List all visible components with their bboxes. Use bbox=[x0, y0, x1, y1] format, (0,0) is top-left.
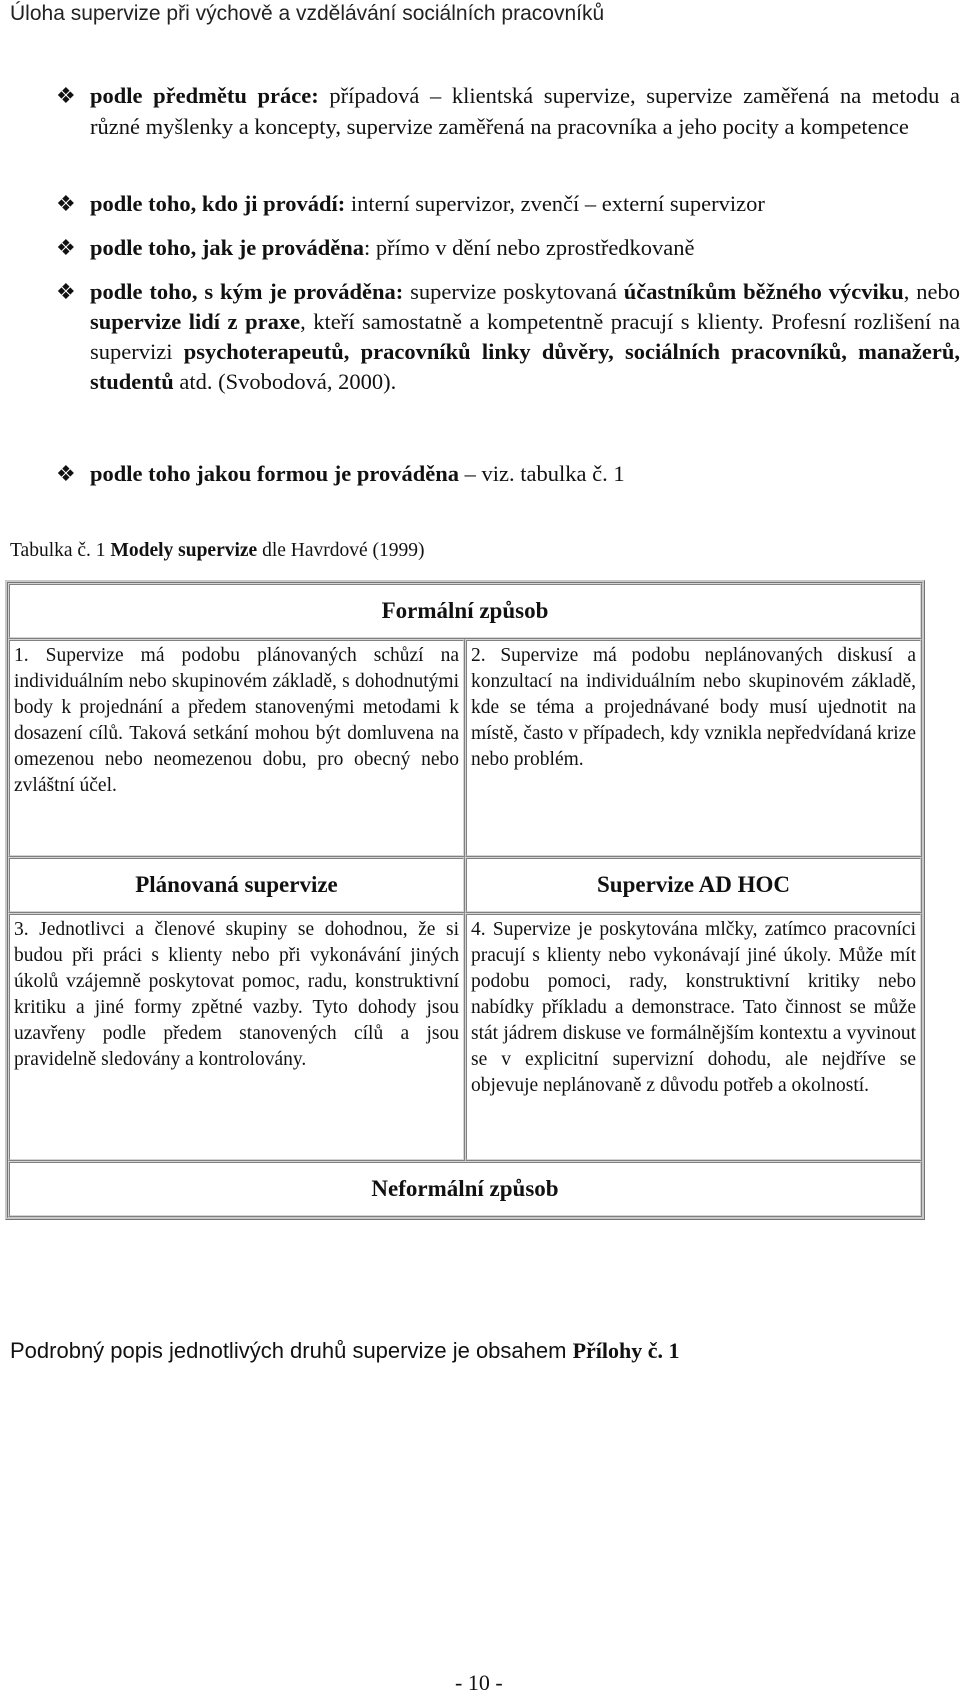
supervision-models-table bbox=[5, 580, 925, 1220]
bullet-subject-text: případová – klientská supervize, supervize zaměřená na metodu a různé myšlenky a koncepty, supervize zaměřená na pracovníka a jeho pocity a kompetence bbox=[90, 83, 960, 139]
caption-bold: Modely supervize bbox=[110, 540, 258, 561]
caption-rest: dle Havrdové (1999) bbox=[257, 540, 425, 561]
table-caption bbox=[10, 540, 425, 562]
diamond-bullet-icon: ❖ bbox=[56, 279, 76, 304]
bullet-method bbox=[56, 232, 960, 263]
diamond-bullet-icon: ❖ bbox=[56, 235, 76, 260]
diamond-bullet-icon: ❖ bbox=[56, 191, 76, 216]
bullet-participants-text-2: , nebo bbox=[903, 279, 960, 304]
planned-formal-cell: 1. Supervize má podobu plánovaných schůzí na individuálním nebo skupinovém základě, s dohodnutými body k projednání a předem stanovenými metodami k dosazení cílů. Taková setkání mohou být domluvena na omezenou nebo neomezenou dobu, pro obecný nebo zvláštní účel. bbox=[8, 639, 465, 857]
bullet-participants-bold-4: psychoterapeutů, pracovníků linky důvěry, sociálních pracovníků, manažerů, studentů bbox=[90, 339, 960, 394]
bullet-participants-label: podle toho, s kým je prováděna: bbox=[90, 279, 404, 304]
formal-way-header: Formální způsob bbox=[8, 583, 922, 639]
planned-informal-cell: 3. Jednotlivci a členové skupiny se dohodnou, že si budou při práci s klienty nebo při vykonávání jiných úkolů vzájemně poskytovat pomoc, radu, konstruktivní kritiku a jiné formy zpětné vazby. Tyto dohody jsou uzavřeny podle předem stanovených cílů a jsou pravidelně sledovány a kontrolovány. bbox=[8, 913, 465, 1161]
bullet-method-text: : přímo v dění nebo zprostředkovaně bbox=[364, 235, 695, 260]
bullet-subject-label: podle předmětu práce: bbox=[90, 83, 319, 108]
bullet-form bbox=[56, 458, 960, 489]
bullet-participants-text-4: atd. (Svobodová, 2000). bbox=[173, 369, 397, 394]
informal-way-header: Neformální způsob bbox=[8, 1161, 922, 1217]
adhoc-formal-cell: 2. Supervize má podobu neplánovaných diskusí a konzultací na individuálním nebo skupinovém základě, kde se téma a projednávané body musí ujednotit na místě, často v případech, kdy vznikla nepředvídaná krize nebo problém. bbox=[465, 639, 922, 857]
bullet-performer-label: podle toho, kdo ji provádí: bbox=[90, 191, 346, 216]
diamond-bullet-icon: ❖ bbox=[56, 461, 76, 486]
bullet-performer-text: interní supervizor, zvenčí – externí supervizor bbox=[345, 191, 765, 216]
appendix-note bbox=[10, 1338, 680, 1364]
diamond-bullet-icon: ❖ bbox=[56, 83, 76, 108]
bullet-participants-bold-3: supervize lidí z praxe bbox=[90, 309, 301, 334]
bullet-participants-bold-2: účastníkům běžného výcviku bbox=[623, 279, 904, 304]
bullet-subject bbox=[56, 80, 960, 142]
bullet-participants-text-3: , kteří samostatně a kompetentně pracují s klienty. Profesní rozlišení na supervizi bbox=[90, 309, 960, 364]
bullet-form-label: podle toho jakou formou je prováděna bbox=[90, 461, 459, 486]
bullet-participants-text-1: supervize poskytovaná bbox=[403, 279, 624, 304]
bullet-participants bbox=[56, 277, 960, 397]
page-header-title: Úloha supervize při výchově a vzdělávání sociálních pracovníků bbox=[10, 2, 605, 25]
adhoc-supervision-label: Supervize AD HOC bbox=[465, 857, 922, 913]
appendix-note-text: Podrobný popis jednotlivých druhů supervize je obsahem bbox=[10, 1338, 573, 1363]
appendix-note-bold: Přílohy č. 1 bbox=[572, 1338, 680, 1363]
page-number: - 10 - bbox=[455, 1670, 503, 1695]
bullet-performer bbox=[56, 188, 960, 219]
planned-supervision-label: Plánovaná supervize bbox=[8, 857, 465, 913]
adhoc-informal-cell: 4. Supervize je poskytována mlčky, zatímco pracovníci pracují s klienty nebo vykonávají jiné úkoly. Může mít podobu pomoci, rady, konstruktivní kritiky nebo nabídky příkladu a demonstrace. Tato činnost se může stát jádrem diskuse ve formálnějším kontextu a vyvinout se v explicitní supervizní dohodu, ale nejdříve se objevuje neplánovaně z důvodu potřeb a okolností. bbox=[465, 913, 922, 1161]
bullet-form-text: – viz. tabulka č. 1 bbox=[459, 461, 625, 486]
caption-prefix: Tabulka č. 1 bbox=[10, 540, 111, 561]
bullet-method-label: podle toho, jak je prováděna bbox=[90, 235, 364, 260]
